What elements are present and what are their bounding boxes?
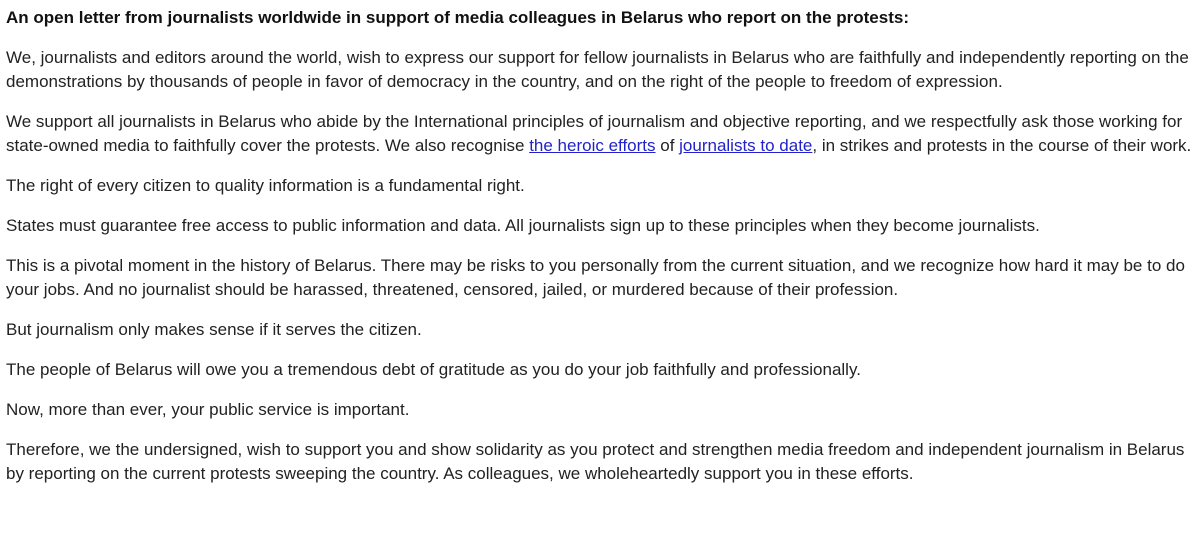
paragraph-principles-text: We support all journalists in Belarus who abide by the International principles of journalism and objective reporting, and we respectfully ask those working for state-owned media to faithfully cover the protests. We also recognise: [6, 112, 1183, 155]
paragraph-free-access: States must guarantee free access to public information and data. All journalists sign up to these principles when they become journalists.: [6, 216, 1040, 235]
letter-heading: An open letter from journalists worldwide in support of media colleagues in Belarus who report on the protests:: [6, 8, 909, 27]
paragraph-principles-of: of: [655, 136, 680, 155]
paragraph-public-service: Now, more than ever, your public service is important.: [6, 400, 410, 419]
paragraph-principles: [6, 110, 1192, 158]
paragraph-pivotal-moment: This is a pivotal moment in the history of Belarus. There may be risks to you personally from the current situation, and we recognize how hard it may be to do your jobs. And no journalist should be harassed, threatened, censored, jailed, or murdered because of their profession.: [6, 256, 1185, 299]
paragraph-gratitude: The people of Belarus will owe you a tremendous debt of gratitude as you do your job faithfully and professionally.: [6, 360, 861, 379]
journalists-to-date-link[interactable]: journalists to date: [679, 136, 813, 155]
paragraph-serves-citizen: But journalism only makes sense if it serves the citizen.: [6, 320, 422, 339]
paragraph-right-to-information: The right of every citizen to quality information is a fundamental right.: [6, 176, 525, 195]
paragraph-solidarity: Therefore, we the undersigned, wish to support you and show solidarity as you protect and strengthen media freedom and independent journalism in Belarus by reporting on the current protests sweeping the country. As colleagues, we wholeheartedly support you in these efforts.: [6, 440, 1185, 483]
heroic-efforts-link[interactable]: the heroic efforts: [529, 136, 656, 155]
paragraph-principles-end: , in strikes and protests in the course of their work.: [812, 136, 1192, 155]
paragraph-support: We, journalists and editors around the world, wish to express our support for fellow journalists in Belarus who are faithfully and independently reporting on the demonstrations by thousands of people in favor of democracy in the country, and on the right of the people to freedom of expression.: [6, 48, 1189, 91]
